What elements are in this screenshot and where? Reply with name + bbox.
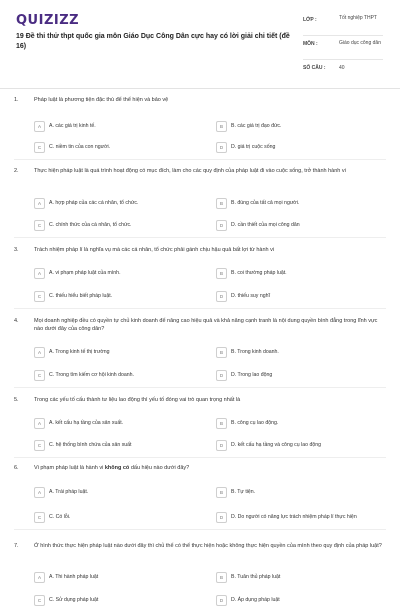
- option-letter-box: B: [216, 198, 227, 209]
- option-text: B. coi thường pháp luật.: [231, 269, 287, 276]
- answer-option-c[interactable]: [34, 291, 210, 305]
- option-text: D. Do người có năng lực trách nhiệm pháp lí thực hiện: [231, 513, 357, 520]
- option-text: C. thiếu hiểu biết pháp luật.: [49, 292, 113, 299]
- answer-option-b[interactable]: [216, 268, 392, 282]
- answer-option-d[interactable]: [216, 512, 392, 526]
- option-letter-box: D: [216, 595, 227, 606]
- option-text: A. Trong kinh tế thị trường: [49, 348, 110, 355]
- option-text: A. kết cấu hạ tầng của sản xuất.: [49, 419, 124, 426]
- option-letter-box: A: [34, 198, 45, 209]
- question-divider: [14, 159, 386, 160]
- question-divider: [14, 308, 386, 309]
- question-number: 5.: [14, 397, 19, 403]
- answer-option-c[interactable]: [34, 512, 210, 526]
- question-number: 6.: [14, 465, 19, 471]
- option-text: C. Sử dụng pháp luật: [49, 596, 99, 603]
- option-text: A. hợp pháp của các cá nhân, tổ chức.: [49, 199, 139, 206]
- option-letter-box: D: [216, 512, 227, 523]
- option-letter-box: A: [34, 347, 45, 358]
- answer-option-c[interactable]: [34, 220, 210, 234]
- answer-option-b[interactable]: [216, 347, 392, 361]
- option-text: D. thiếu suy nghĩ: [231, 292, 270, 299]
- question-divider: [14, 457, 386, 458]
- question-number: 7.: [14, 543, 19, 549]
- option-letter-box: B: [216, 121, 227, 132]
- option-letter-box: B: [216, 418, 227, 429]
- question-divider: [14, 237, 386, 238]
- answer-option-c[interactable]: [34, 595, 210, 609]
- option-letter-box: B: [216, 347, 227, 358]
- answer-option-c[interactable]: [34, 142, 210, 156]
- option-text: B. Tự tiện.: [231, 488, 256, 495]
- question-text: Ở hình thức thực hiện pháp luật nào dưới đây thì chủ thể có thể thực hiện hoặc không thực hiện quyền của mình theo quy định của pháp luật?: [34, 543, 382, 549]
- option-letter-box: A: [34, 268, 45, 279]
- meta-divider: [303, 35, 383, 36]
- option-letter-box: A: [34, 572, 45, 583]
- question-number: 1.: [14, 97, 19, 103]
- option-letter-box: A: [34, 121, 45, 132]
- meta-subject-label: MÔN :: [303, 41, 318, 47]
- option-letter-box: C: [34, 291, 45, 302]
- option-text: A. các giá trị kinh tế.: [49, 122, 96, 129]
- answer-option-d[interactable]: [216, 440, 392, 454]
- question-divider: [14, 529, 386, 530]
- option-letter-box: D: [216, 440, 227, 451]
- answer-option-a[interactable]: [34, 121, 210, 135]
- option-text: A. Thi hành pháp luật: [49, 573, 99, 580]
- option-text: A. Trái pháp luật.: [49, 488, 89, 495]
- answer-option-d[interactable]: [216, 142, 392, 156]
- option-text: B. Trong kinh doanh.: [231, 348, 279, 355]
- worksheet-title: 19 Đề thi thử thpt quốc gia môn Giáo Dục Công Dân cực hay có lời giải chi tiết (đề 16): [16, 33, 290, 50]
- answer-option-a[interactable]: [34, 487, 210, 501]
- option-letter-box: C: [34, 595, 45, 606]
- option-letter-box: C: [34, 142, 45, 153]
- option-letter-box: C: [34, 512, 45, 523]
- answer-option-a[interactable]: [34, 572, 210, 586]
- question-divider: [14, 387, 386, 388]
- option-text: A. vi phạm pháp luật của mình.: [49, 269, 121, 276]
- worksheet-header: [0, 0, 400, 89]
- option-letter-box: D: [216, 291, 227, 302]
- question-text: Pháp luật là phương tiện đặc thù để thể hiện và bảo vệ: [34, 97, 169, 103]
- question-text: Trong các yếu tố cấu thành tư liệu lao động thì yếu tố đóng vai trò quan trọng nhất là: [34, 397, 241, 403]
- answer-option-d[interactable]: [216, 291, 392, 305]
- option-text: D. giá trị cuộc sống: [231, 143, 276, 150]
- option-text: C. niềm tin của con người.: [49, 143, 111, 150]
- option-text: D. Áp dụng pháp luật: [231, 596, 280, 603]
- option-letter-box: B: [216, 487, 227, 498]
- answer-option-b[interactable]: [216, 418, 392, 432]
- answer-option-d[interactable]: [216, 595, 392, 609]
- meta-count-value: 40: [339, 65, 345, 71]
- answer-option-a[interactable]: [34, 418, 210, 432]
- option-letter-box: A: [34, 418, 45, 429]
- question-text: Mọi doanh nghiệp đều có quyền tự chủ kinh doanh để nâng cao hiệu quả và khả năng cạnh tranh là nội dung quyền bình đẳng trong lĩnh vực nào dưới đây của công dân?: [34, 318, 378, 332]
- question-number: 2.: [14, 168, 19, 174]
- option-text: D. Trong lao động: [231, 371, 273, 378]
- option-letter-box: D: [216, 142, 227, 153]
- answer-option-b[interactable]: [216, 121, 392, 135]
- option-letter-box: D: [216, 220, 227, 231]
- answer-option-a[interactable]: [34, 198, 210, 212]
- answer-option-b[interactable]: [216, 198, 392, 212]
- option-text: C. chính thức của cá nhân, tổ chức.: [49, 221, 132, 228]
- meta-count-label: SỐ CÂU :: [303, 65, 326, 71]
- option-letter-box: C: [34, 370, 45, 381]
- answer-option-c[interactable]: [34, 440, 210, 454]
- option-letter-box: B: [216, 268, 227, 279]
- option-letter-box: C: [34, 220, 45, 231]
- option-text: B. công cụ lao động.: [231, 419, 279, 426]
- question-text: Thực hiện pháp luật là quá trình hoạt động có mục đích, làm cho các quy định của pháp luật đi vào cuộc sống, trở thành hành vi: [34, 168, 346, 174]
- answer-option-b[interactable]: [216, 572, 392, 586]
- option-text: C. Có lỗi.: [49, 513, 71, 520]
- meta-subject-value: Giáo dục công dân: [339, 40, 381, 46]
- option-text: D. kết cấu hạ tầng và công cụ lao động: [231, 441, 321, 448]
- answer-option-d[interactable]: [216, 370, 392, 384]
- meta-divider: [303, 59, 383, 60]
- meta-grade-label: LỚP :: [303, 17, 317, 23]
- option-text: C. Trong tìm kiếm cơ hội kinh doanh.: [49, 371, 134, 378]
- option-text: B. các giá trị đạo đức.: [231, 122, 282, 129]
- answer-option-b[interactable]: [216, 487, 392, 501]
- question-number: 4.: [14, 318, 19, 324]
- answer-option-a[interactable]: [34, 268, 210, 282]
- quizizz-logo: QUIZIZZ: [16, 13, 80, 28]
- option-text: B. đúng của tất cả mọi người.: [231, 199, 300, 206]
- answer-option-d[interactable]: [216, 220, 392, 234]
- meta-grade-value: Tốt nghiệp THPT: [339, 15, 377, 21]
- question-text: Trách nhiệm pháp lí là nghĩa vụ mà các cá nhân, tổ chức phải gánh chịu hậu quả bất lợi từ hành vi: [34, 247, 275, 253]
- option-letter-box: D: [216, 370, 227, 381]
- option-letter-box: B: [216, 572, 227, 583]
- option-letter-box: C: [34, 440, 45, 451]
- option-text: C. hệ thống bình chứa của sản xuất: [49, 441, 132, 448]
- question-text: Vi phạm pháp luật là hành vi không có dấu hiệu nào dưới đây?: [34, 465, 190, 471]
- question-number: 3.: [14, 247, 19, 253]
- answer-option-c[interactable]: [34, 370, 210, 384]
- option-text: B. Tuân thủ pháp luật: [231, 573, 281, 580]
- option-text: D. cần thiết của mọi công dân: [231, 221, 300, 228]
- option-letter-box: A: [34, 487, 45, 498]
- answer-option-a[interactable]: [34, 347, 210, 361]
